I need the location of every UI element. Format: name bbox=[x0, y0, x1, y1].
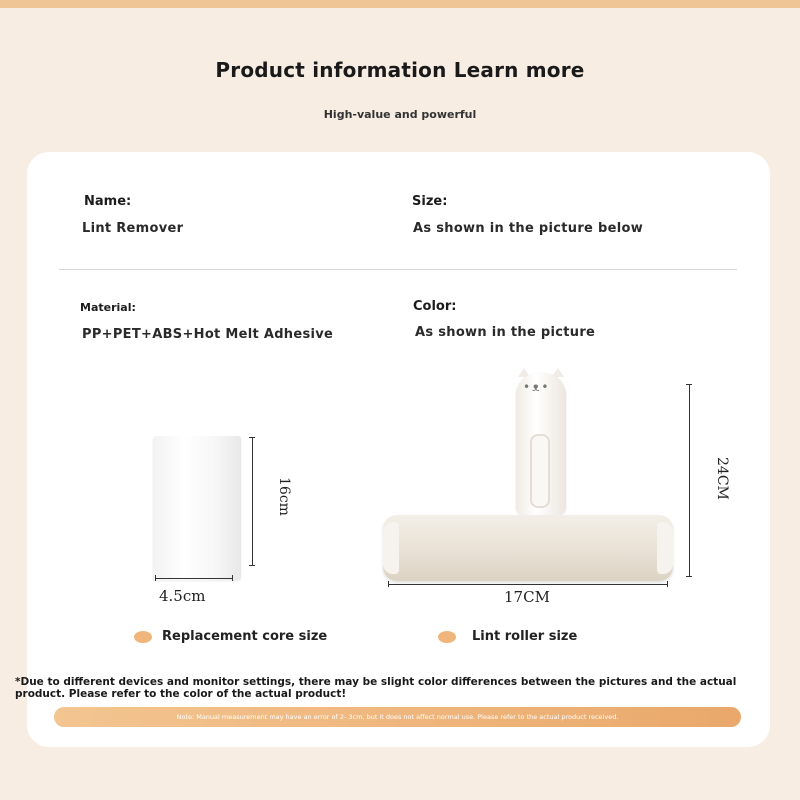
core-width-line bbox=[155, 578, 233, 579]
lint-roller-body-image bbox=[383, 515, 673, 581]
material-label: Material: bbox=[80, 301, 136, 314]
color-disclaimer: *Due to different devices and monitor settings, there may be slight color differences between the pictures and the actual product. Please refer to the color of the actual product! bbox=[15, 676, 737, 700]
roller-legend-label: Lint roller size bbox=[472, 629, 578, 644]
roller-width-label: 17CM bbox=[504, 588, 550, 606]
color-label: Color: bbox=[413, 299, 457, 314]
name-label: Name: bbox=[84, 194, 132, 209]
cat-face-icon: •ᴥ• bbox=[523, 380, 551, 394]
name-value: Lint Remover bbox=[82, 221, 184, 236]
size-label: Size: bbox=[412, 194, 448, 209]
page-title: Product information Learn more bbox=[215, 58, 585, 82]
size-value: As shown in the picture below bbox=[413, 221, 643, 236]
roller-legend-dot bbox=[438, 631, 456, 643]
core-height-label: 16cm bbox=[276, 477, 292, 516]
product-info-card bbox=[15, 152, 770, 747]
roller-width-line bbox=[388, 584, 668, 585]
material-value: PP+PET+ABS+Hot Melt Adhesive bbox=[82, 327, 334, 342]
roller-height-line bbox=[689, 384, 690, 576]
core-height-line bbox=[252, 437, 253, 565]
replacement-core-image bbox=[153, 436, 241, 580]
core-legend-dot bbox=[134, 631, 152, 643]
measurement-note-bar: Note: Manual measurement may have an error of 2- 3cm, but it does not affect normal use. Please refer to the actual product received. bbox=[54, 707, 741, 727]
section-divider bbox=[59, 269, 737, 270]
color-value: As shown in the picture bbox=[415, 325, 596, 340]
core-width-label: 4.5cm bbox=[159, 587, 206, 605]
page-subtitle: High-value and powerful bbox=[323, 108, 477, 121]
core-legend-label: Replacement core size bbox=[162, 629, 328, 644]
top-accent-strip bbox=[0, 0, 800, 8]
roller-height-label: 24CM bbox=[714, 457, 730, 500]
